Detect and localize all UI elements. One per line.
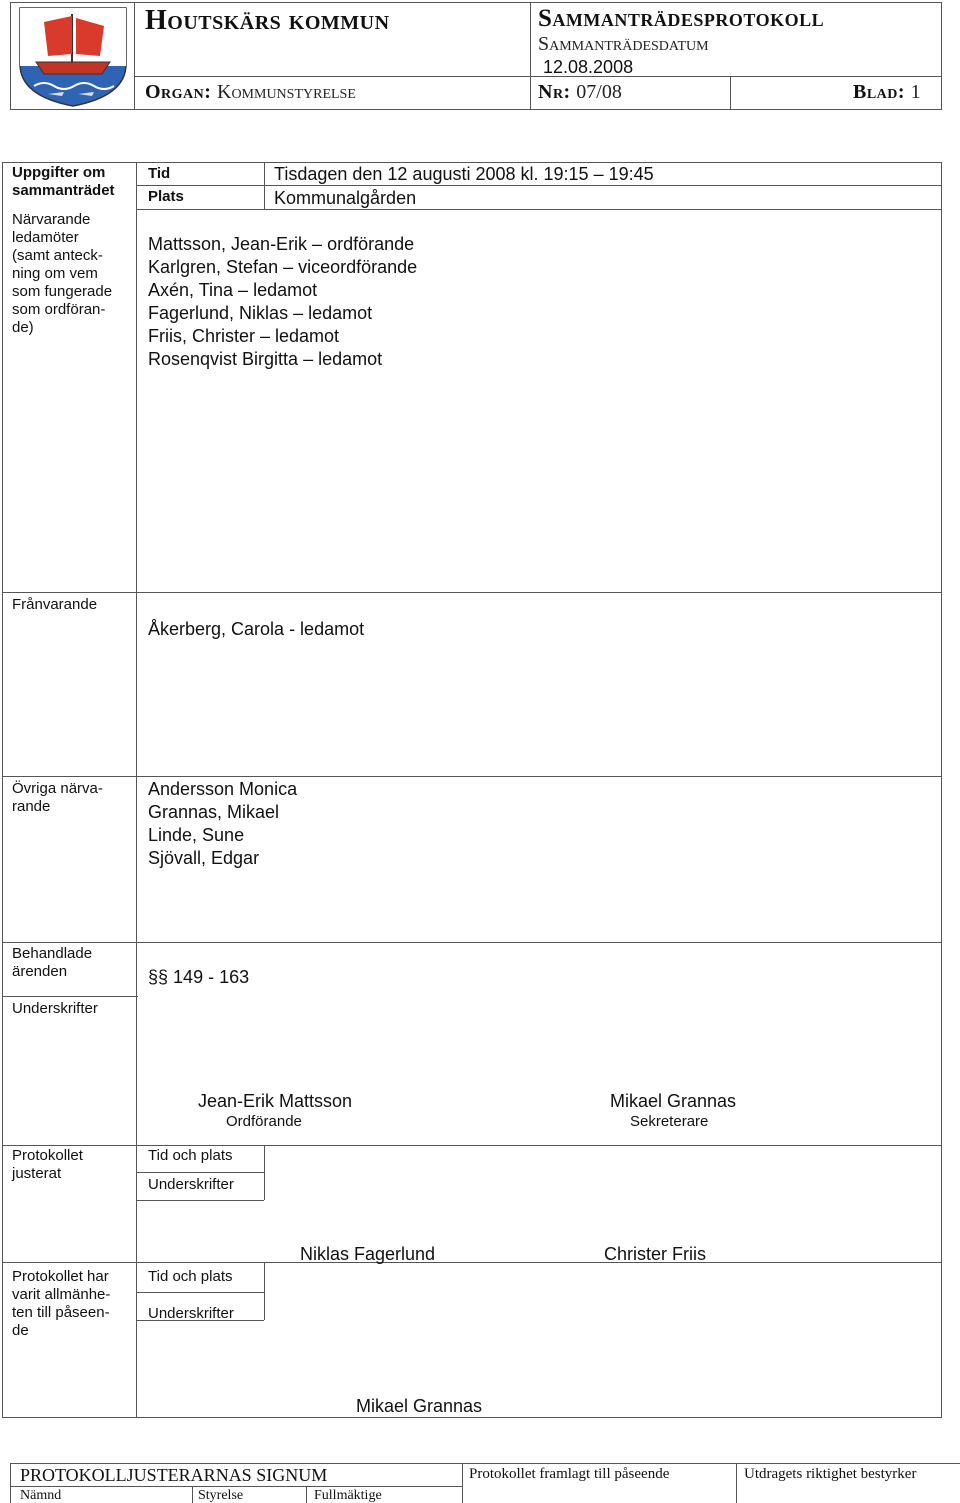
members-list bbox=[148, 233, 417, 371]
justering-underskrifter: Underskrifter bbox=[148, 1176, 234, 1193]
footer-namnd: Nämnd bbox=[20, 1488, 62, 1503]
organ-value: Kommunstyrelse bbox=[217, 81, 356, 103]
document-type: Sammanträdesprotokoll bbox=[538, 5, 825, 32]
footer-framlagt: Protokollet framlagt till påseende bbox=[469, 1466, 670, 1482]
meeting-date: 12.08.2008 bbox=[543, 57, 634, 77]
secretary-name: Mikael Grannas bbox=[610, 1091, 737, 1111]
list-item: Rosenqvist Birgitta – ledamot bbox=[148, 349, 383, 369]
tid-label: Tid bbox=[148, 165, 171, 182]
list-item: Andersson Monica bbox=[148, 779, 298, 799]
plats-label: Plats bbox=[148, 188, 184, 205]
footer-styrelse: Styrelse bbox=[198, 1488, 244, 1503]
justering-signer-1: Niklas Fagerlund bbox=[300, 1244, 436, 1264]
label-behandlade: Behandlade ärenden bbox=[12, 945, 93, 980]
list-item: Grannas, Mikael bbox=[148, 802, 280, 822]
absent-member: Åkerberg, Carola - ledamot bbox=[148, 619, 365, 639]
footer-signum: PROTOKOLLJUSTERARNAS SIGNUM bbox=[20, 1465, 328, 1485]
nr-value: 07/08 bbox=[576, 81, 622, 103]
allmanhet-signer: Mikael Grannas bbox=[356, 1396, 483, 1416]
date-label: Sammanträdesdatum bbox=[538, 33, 709, 55]
list-item: Mattsson, Jean-Erik – ordförande bbox=[148, 234, 415, 254]
organ-label: Organ: bbox=[145, 81, 212, 103]
list-item: Karlgren, Stefan – viceordförande bbox=[148, 257, 418, 277]
chair-role: Ordförande bbox=[226, 1113, 302, 1130]
nr-label: Nr: bbox=[538, 81, 571, 103]
tid-value: Tisdagen den 12 augusti 2008 kl. 19:15 – 19:45 bbox=[274, 164, 654, 184]
allmanhet-tid-och-plats: Tid och plats bbox=[148, 1268, 233, 1285]
matters-range: 149 - 163 bbox=[173, 967, 250, 987]
footer-fullmaktige: Fullmäktige bbox=[314, 1488, 382, 1503]
label-narvarande: Närvarande ledamöter (samt anteck- ning om vem som fungerade som ordföran- de) bbox=[12, 211, 113, 336]
label-franvarande: Frånvarande bbox=[12, 596, 98, 613]
label-allmanhet: Protokollet har varit allmänhe- ten till påseen- de bbox=[12, 1268, 111, 1339]
list-item: Axén, Tina – ledamot bbox=[148, 280, 318, 300]
municipality-coat-of-arms bbox=[14, 4, 132, 108]
justering-tid-och-plats: Tid och plats bbox=[148, 1147, 233, 1164]
footer-utdrag: Utdragets riktighet bestyrker bbox=[744, 1466, 917, 1482]
blad-label: Blad: bbox=[853, 81, 906, 103]
matters-field bbox=[148, 966, 249, 989]
list-item: Fagerlund, Niklas – ledamot bbox=[148, 303, 373, 323]
main-table bbox=[2, 162, 942, 1418]
list-item: Linde, Sune bbox=[148, 825, 245, 845]
municipality-name: Houtskärs kommun bbox=[145, 5, 390, 36]
secretary-role: Sekreterare bbox=[630, 1113, 709, 1130]
chair-name: Jean-Erik Mattsson bbox=[198, 1091, 353, 1111]
others-list bbox=[148, 778, 297, 870]
justering-signer-2: Christer Friis bbox=[604, 1244, 706, 1264]
list-item: Sjövall, Edgar bbox=[148, 848, 260, 868]
nr-field bbox=[538, 80, 622, 104]
allmanhet-underskrifter: Underskrifter bbox=[148, 1305, 234, 1322]
label-ovriga: Övriga närva- rande bbox=[12, 780, 103, 815]
blad-field bbox=[853, 80, 921, 104]
label-underskrifter: Underskrifter bbox=[12, 1000, 98, 1017]
list-item: Friis, Christer – ledamot bbox=[148, 326, 340, 346]
blad-value: 1 bbox=[910, 81, 921, 103]
label-justerat: Protokollet justerat bbox=[12, 1147, 83, 1182]
organ-field bbox=[145, 80, 356, 104]
label-uppgifter: Uppgifter om sammanträdet bbox=[12, 164, 115, 199]
section-sign-icon: §§ bbox=[148, 967, 169, 987]
plats-value: Kommunalgården bbox=[274, 188, 417, 208]
